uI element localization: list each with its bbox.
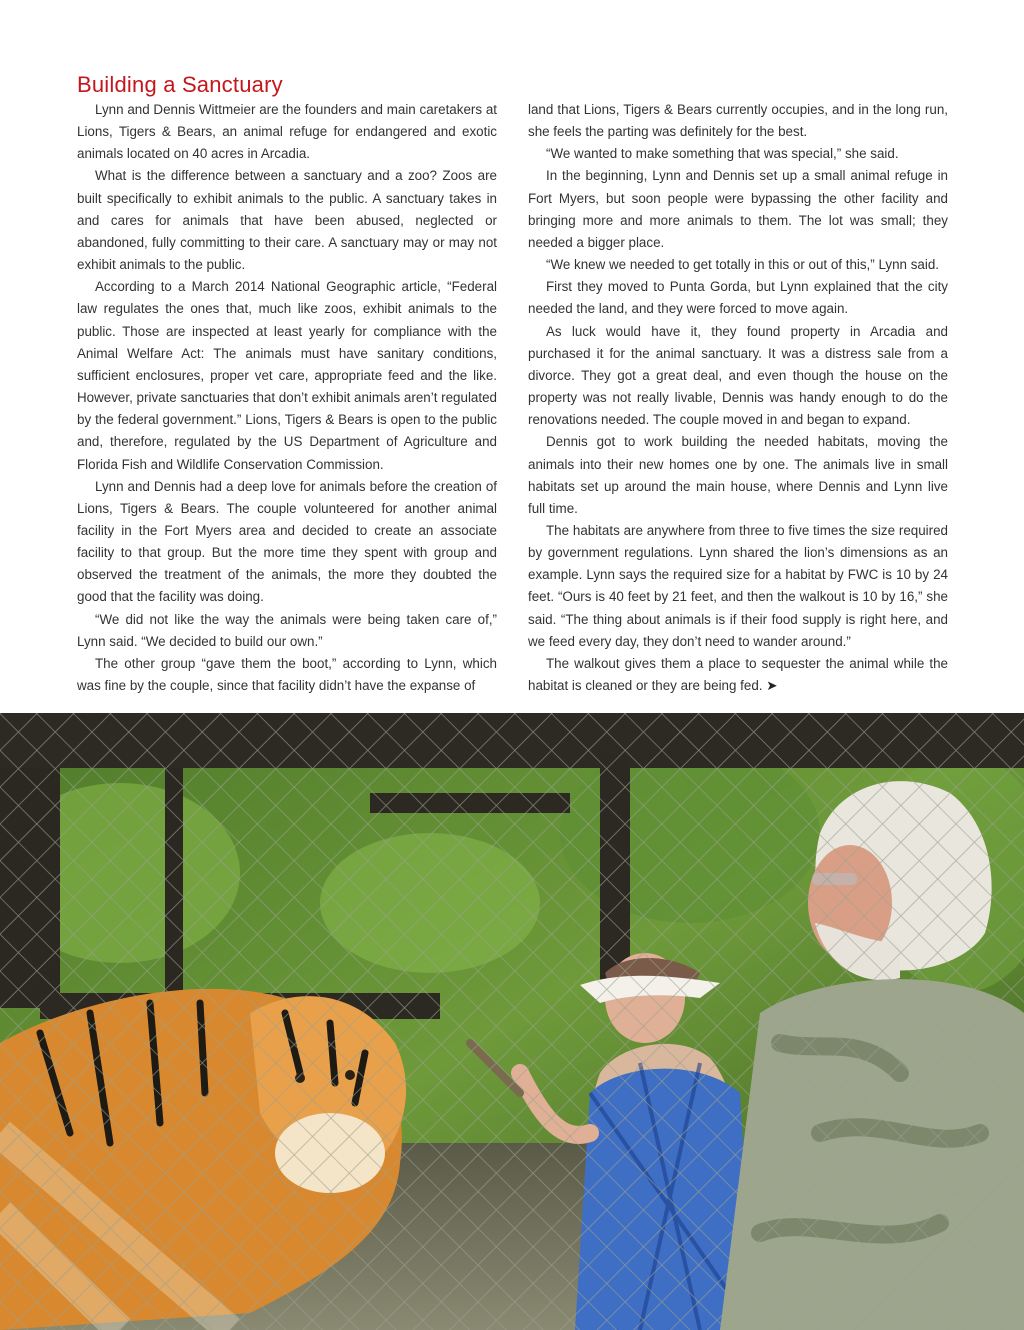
left-text-column [77,99,497,697]
paragraph: “We wanted to make something that was special,” she said. [546,146,899,162]
paragraph: “We did not like the way the animals were being taken care of,” Lynn said. “We decided to build our own.” [77,611,497,649]
paragraph: “We knew we needed to get totally in this or out of this,” Lynn said. [546,257,940,273]
continue-arrow-icon: ➤ [766,678,778,694]
last-paragraph-text: The walkout gives them a place to sequester the animal while the habitat is cleaned or they are being fed. [528,655,948,694]
paragraph: The habitats are anywhere from three to five times the size required by government regulations. Lynn shared the lion’s dimensions as an example. Lynn says the required size for a habitat by FWC is 10 by 24 feet. “Ours is 40 feet by 21 feet, and then the walkout is 10 by 16,” she said. “The thing about animals is if their food supply is right here, and we feed every day, they don’t need to wander around.” [528,522,948,649]
paragraph: Lynn and Dennis had a deep love for animals before the creation of Lions, Tigers & Bears. The couple volunteered for another animal facility in the Fort Myers area and decided to create an associate facility to that group. But the more time they spent with group and observed the treatment of the animals, the more they doubted the good that the facility was doing. [77,478,497,605]
last-paragraph [528,653,948,697]
chain-link-fence [0,713,1024,1330]
article-heading: Building a Sanctuary [77,72,283,97]
paragraph: In the beginning, Lynn and Dennis set up a small animal refuge in Fort Myers, but soon people were bypassing the other facility and bringing more and more animals to them. The lot was small; they needed a bigger place. [528,168,948,250]
paragraph: What is the difference between a sanctuary and a zoo? Zoos are built specifically to exhibit animals to the public. A sanctuary takes in and cares for animals that have been abused, neglected or abandoned, fully committing to their care. A sanctuary may or may not exhibit animals to the public. [77,168,497,273]
paragraph: As luck would have it, they found property in Arcadia and purchased it for the animal sanctuary. It was a distress sale from a divorce. They got a great deal, and even though the house on the property was not really livable, Dennis was handy enough to do the renovations needed. The couple moved in and began to expand. [528,323,948,428]
paragraph: According to a March 2014 National Geographic article, “Federal law regulates the ones that, much like zoos, exhibit animals to the public. Those are inspected at least yearly for compliance with the Animal Welfare Act: The animals must have sanitary conditions, sufficient enclosures, proper vet care, appropriate feed and the like. However, private sanctuaries that don’t exhibit animals aren’t regulated by the federal government.” Lions, Tigers & Bears is open to the public and, therefore, regulated by the US Department of Agriculture and Florida Fish and Wildlife Conservation Commission. [77,279,497,472]
paragraph: Lynn and Dennis Wittmeier are the founders and main caretakers at Lions, Tigers & Bears, an animal refuge for endangered and exotic animals located on 40 acres in Arcadia. [77,102,497,162]
paragraph: Dennis got to work building the needed habitats, moving the animals into their new homes one by one. The animals live in small habitats set up around the main house, where Dennis and Lynn live full time. [528,434,948,516]
right-text-column [528,99,948,697]
tiger-enclosure-photo [0,713,1024,1330]
paragraph: First they moved to Punta Gorda, but Lynn explained that the city needed the land, and they were forced to move again. [528,279,948,317]
paragraph-continuation: land that Lions, Tigers & Bears currently occupies, and in the long run, she feels the parting was definitely for the best. [528,102,948,140]
paragraph: The other group “gave them the boot,” according to Lynn, which was fine by the couple, since that facility didn’t have the expanse of [77,655,497,694]
